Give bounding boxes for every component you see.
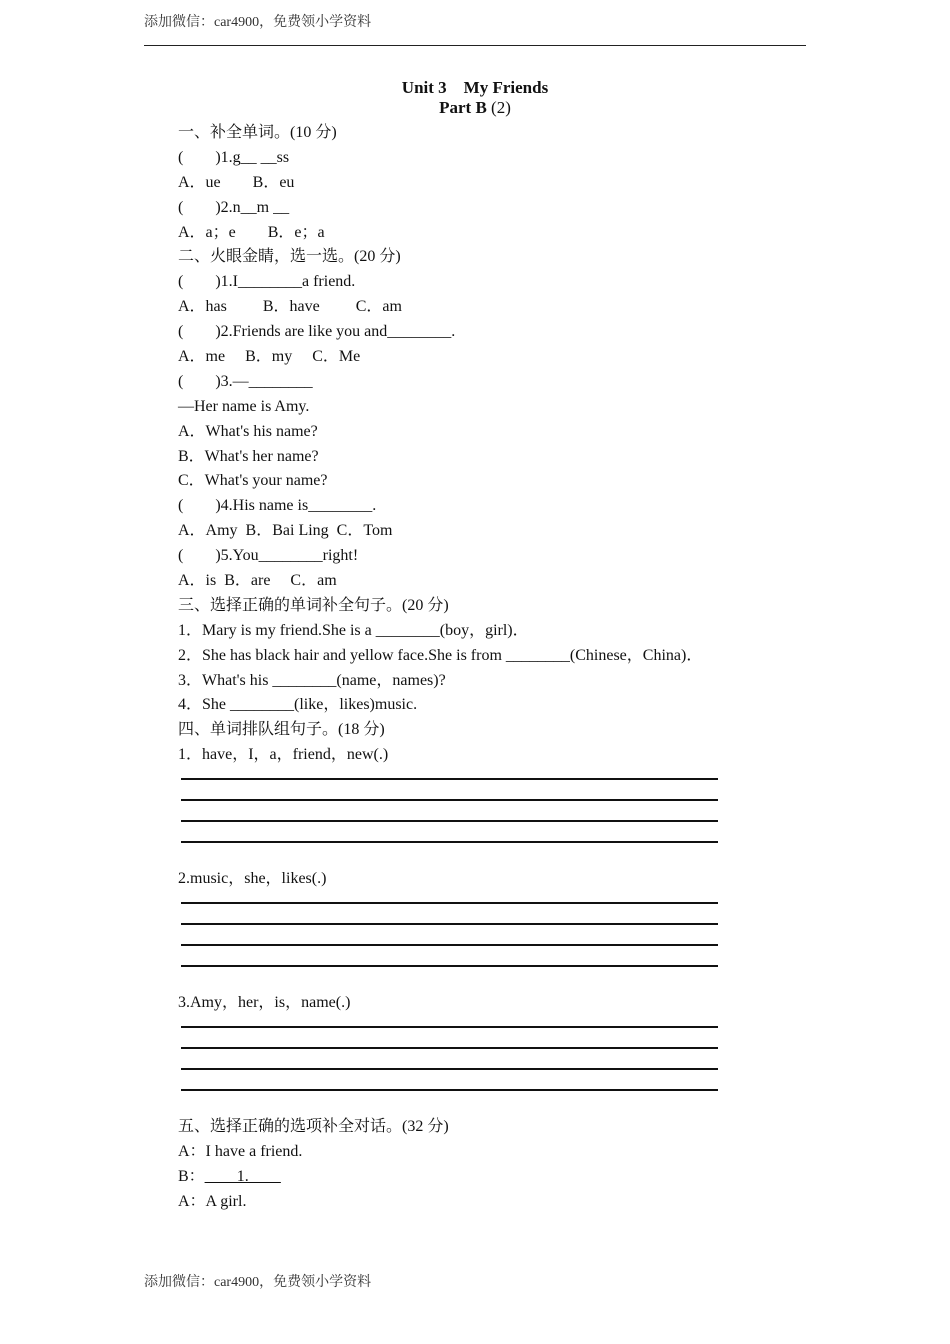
writing-lines[interactable] [178, 892, 798, 991]
s2-line: ( )4.His name is________. [178, 497, 377, 515]
s3-line: 4．She ________(like，likes)music. [178, 696, 418, 714]
writing-lines[interactable] [178, 1016, 798, 1115]
s2-line: A．me B．my C．Me [178, 348, 361, 366]
part-label: Part B [439, 98, 487, 117]
section1-heading: 一、补全单词。(10 分) [178, 124, 337, 141]
s3-line: 1．Mary is my friend.She is a ________(boy，girl)． [178, 621, 529, 639]
writing-lines[interactable] [178, 768, 798, 867]
s3-line: 3．What's his ________(name，names)? [178, 671, 446, 689]
answer-blank-1[interactable]: ____1.____ [204, 1167, 281, 1185]
part-number: (2) [486, 98, 511, 117]
writing-line [181, 923, 718, 925]
part-subtitle [0, 98, 950, 118]
unit-title: Unit 3 My Friends [401, 78, 549, 97]
writing-line [181, 1047, 718, 1049]
writing-line [181, 1089, 718, 1091]
worksheet-content [178, 121, 798, 1215]
writing-line [181, 965, 718, 967]
s4-question-1: 1．have，I，a，friend，new(.) [178, 746, 389, 764]
s5-line: A：A girl. [178, 1192, 247, 1210]
s1-line: ( )2.n__m __ [178, 198, 290, 216]
s1-line: ( )1.g__ __ss [178, 148, 290, 166]
speaker-b: B： [178, 1167, 205, 1185]
s2-line: A．is B．are C．am [178, 572, 337, 590]
writing-line [181, 944, 718, 946]
section3-heading: 三、选择正确的单词补全句子。(20 分) [178, 596, 449, 614]
section5-heading: 五、选择正确的选项补全对话。(32 分) [178, 1117, 449, 1135]
s2-line: ( )5.You________right! [178, 547, 359, 565]
s1-line: A．ue B．eu [178, 173, 295, 191]
s2-line: A．What's his name? [178, 422, 318, 440]
s3-line: 2．She has black hair and yellow face.She is from ________(Chinese，China)． [178, 646, 703, 664]
section2-heading: 二、火眼金睛，选一选。(20 分) [178, 248, 401, 266]
s2-line: C．What's your name? [178, 472, 328, 490]
s2-line: ( )2.Friends are like you and________. [178, 323, 456, 341]
s4-question-2: 2.music，she，likes(.) [178, 870, 327, 888]
s5-line: A：I have a friend. [178, 1142, 303, 1160]
writing-line [181, 799, 718, 801]
s2-line: A．Amy B．Bai Ling C．Tom [178, 522, 393, 540]
section4-heading: 四、单词排队组句子。(18 分) [178, 721, 385, 739]
s2-line: —Her name is Amy. [178, 397, 310, 415]
page-footer: 添加微信：car4900，免费领小学资料 [144, 1275, 372, 1290]
writing-line [181, 778, 718, 780]
s2-line: ( )1.I________a friend. [178, 273, 356, 291]
s5-line [178, 1165, 798, 1190]
writing-line [181, 1026, 718, 1028]
s2-line: A．has B．have C．am [178, 298, 402, 316]
header-rule [144, 45, 806, 46]
s2-line: B．What's her name? [178, 447, 319, 465]
writing-line [181, 841, 718, 843]
s1-line: A．a；e B．e；a [178, 223, 325, 241]
writing-line [181, 1068, 718, 1070]
writing-line [181, 820, 718, 822]
s2-line: ( )3.—________ [178, 372, 313, 390]
page-header: 添加微信：car4900，免费领小学资料 [144, 15, 372, 30]
s4-question-3: 3.Amy，her，is，name(.) [178, 994, 351, 1012]
writing-line [181, 902, 718, 904]
